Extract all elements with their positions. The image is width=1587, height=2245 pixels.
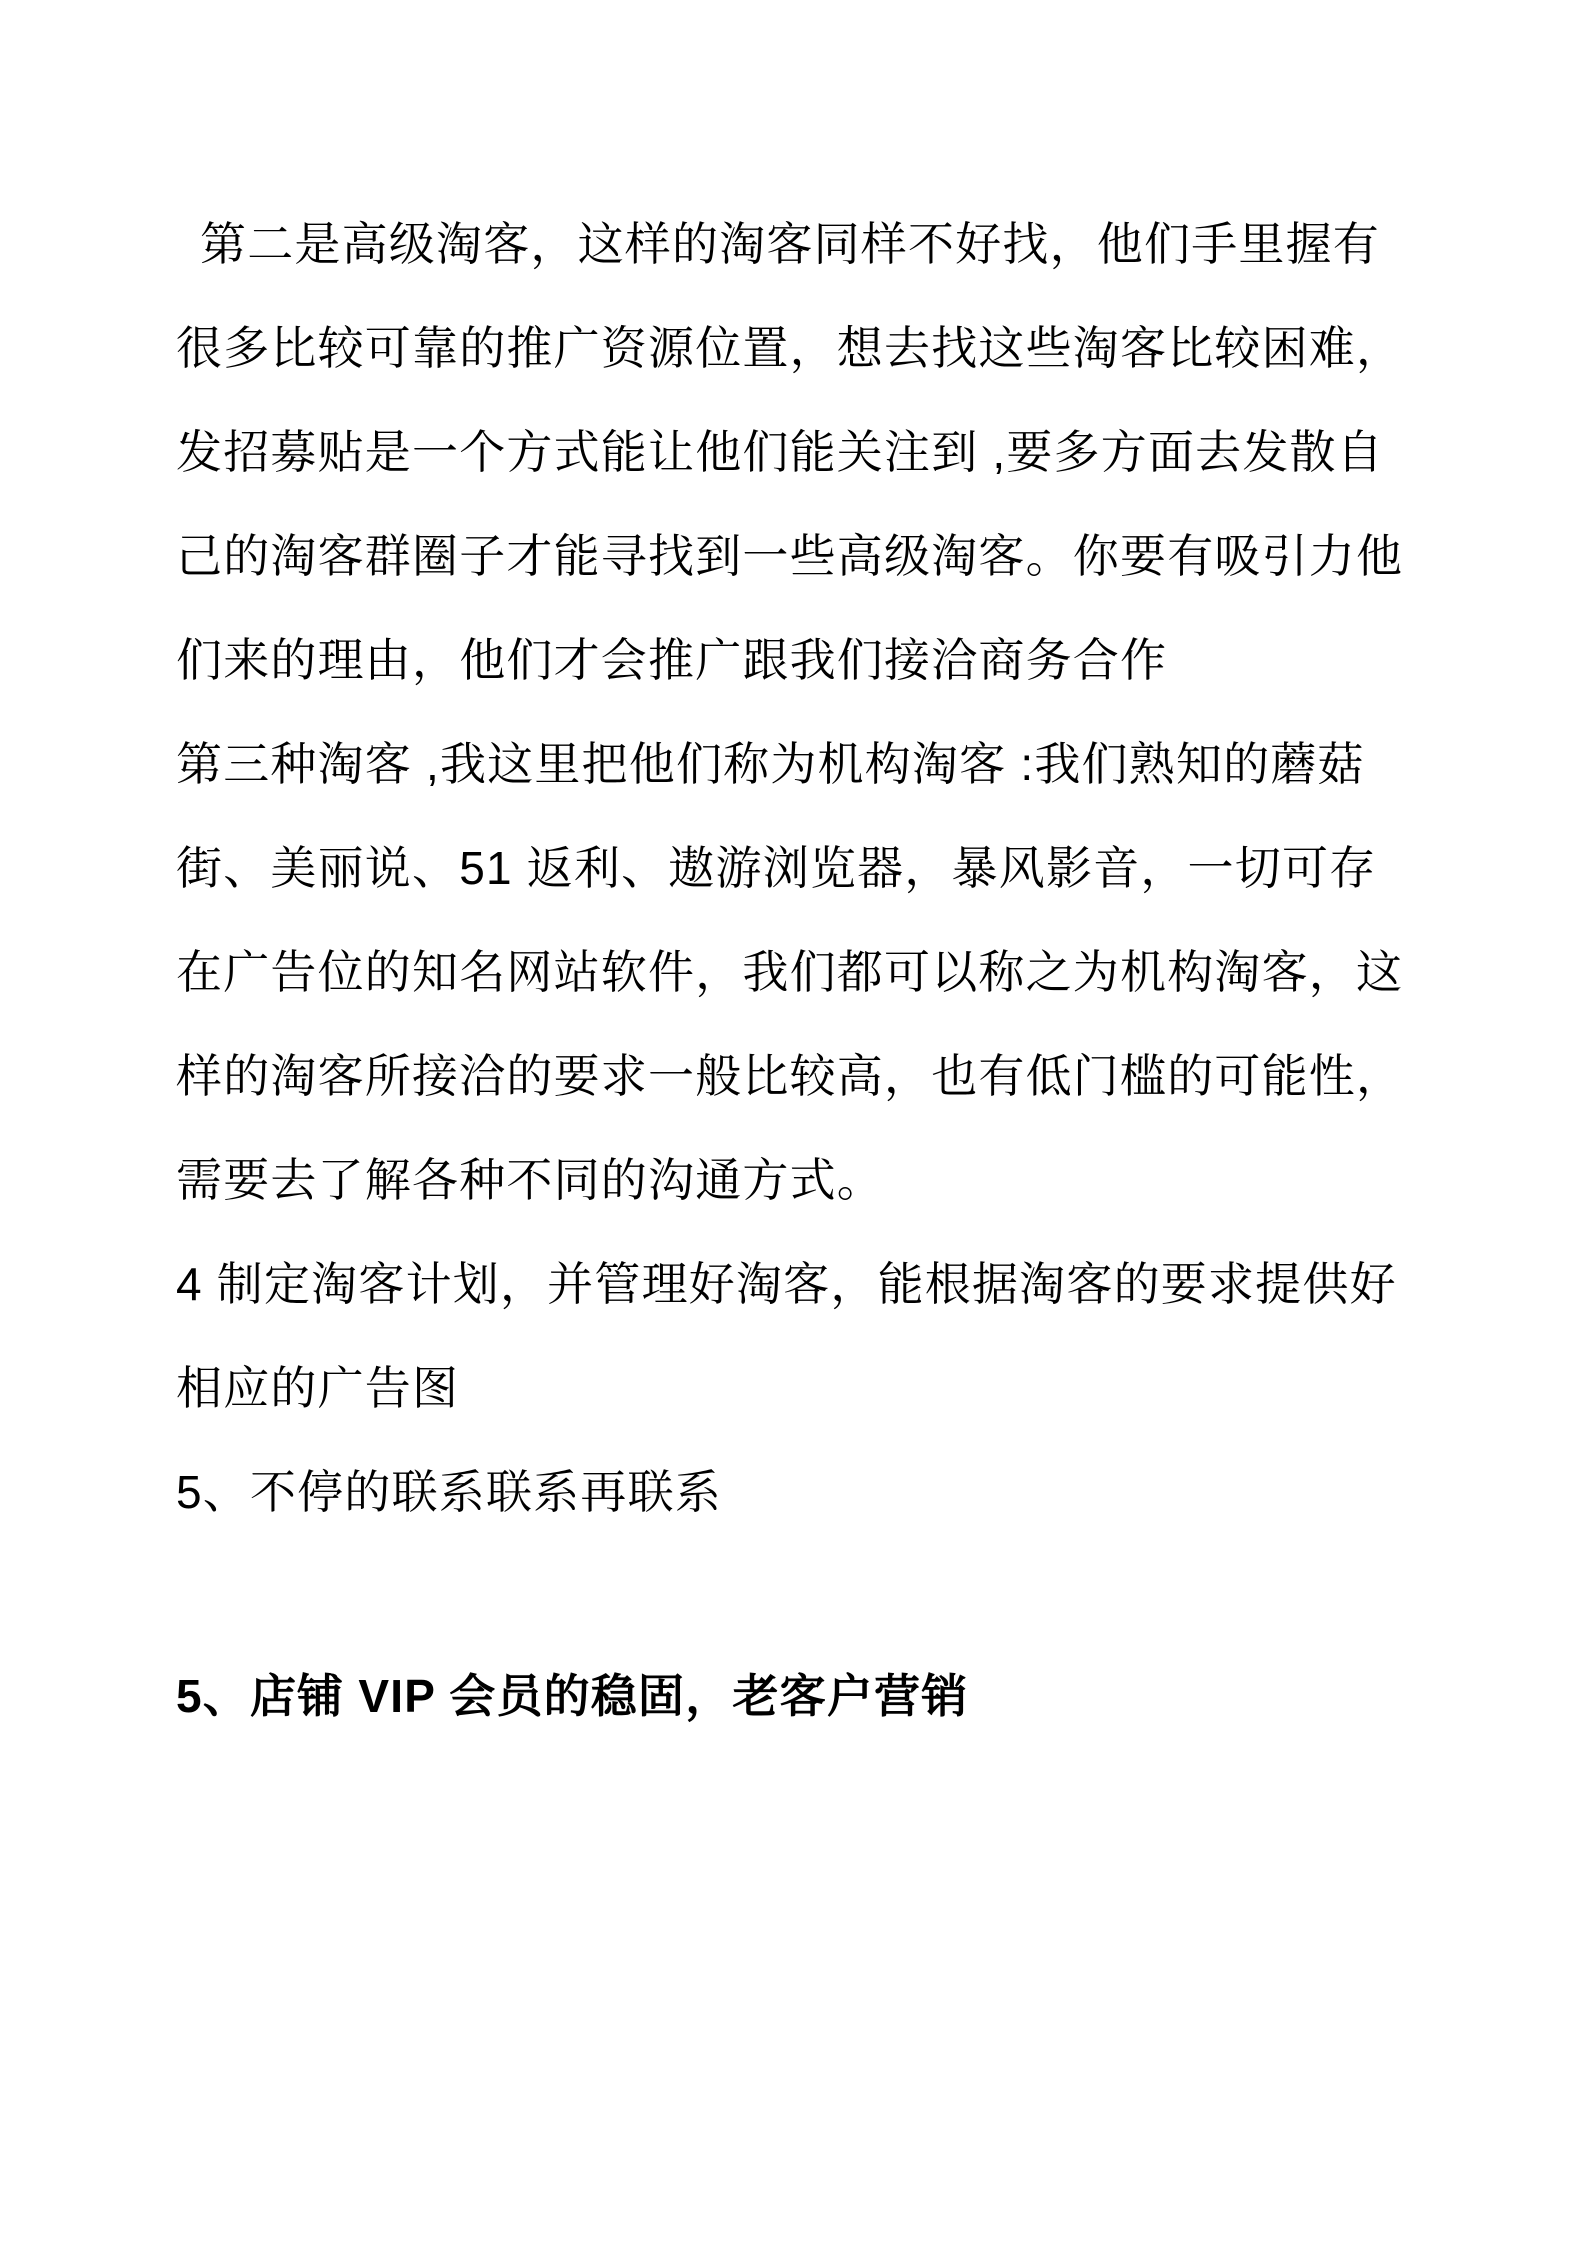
text-line-8: 在广告位的知名网站软件，我们都可以称之为机构淘客，这 bbox=[176, 946, 1404, 998]
text-line-5: 们来的理由，他们才会推广跟我们接洽商务合作 bbox=[176, 634, 1168, 686]
text-line-9: 样的淘客所接洽的要求一般比较高，也有低门槛的可能性， bbox=[176, 1050, 1404, 1102]
text-line-7: 街、美丽说、51 返利、遨游浏览器，暴风影音，一切可存 bbox=[176, 842, 1377, 894]
text-line-2: 很多比较可靠的推广资源位置，想去找这些淘客比较困难， bbox=[176, 322, 1404, 374]
text-line-12: 相应的广告图 bbox=[176, 1362, 460, 1414]
text-line-3: 发招募贴是一个方式能让他们能关注到 ,要多方面去发散自 bbox=[176, 426, 1384, 478]
text-line-13: 5、不停的联系联系再联系 bbox=[176, 1466, 722, 1518]
paragraph-spacer bbox=[176, 1544, 1456, 1644]
text-line-10: 需要去了解各种不同的沟通方式。 bbox=[176, 1154, 884, 1206]
document-body bbox=[176, 192, 1456, 1748]
text-line-6: 第三种淘客 ,我这里把他们称为机构淘客 :我们熟知的蘑菇 bbox=[176, 738, 1365, 790]
text-line-1: 第二是高级淘客，这样的淘客同样不好找，他们手里握有 bbox=[200, 218, 1380, 270]
section-heading: 5、店铺 VIP 会员的稳固，老客户营销 bbox=[176, 1670, 969, 1722]
text-line-4: 己的淘客群圈子才能寻找到一些高级淘客。你要有吸引力他 bbox=[176, 530, 1404, 582]
text-line-11: 4 制定淘客计划，并管理好淘客，能根据淘客的要求提供好 bbox=[176, 1258, 1397, 1310]
